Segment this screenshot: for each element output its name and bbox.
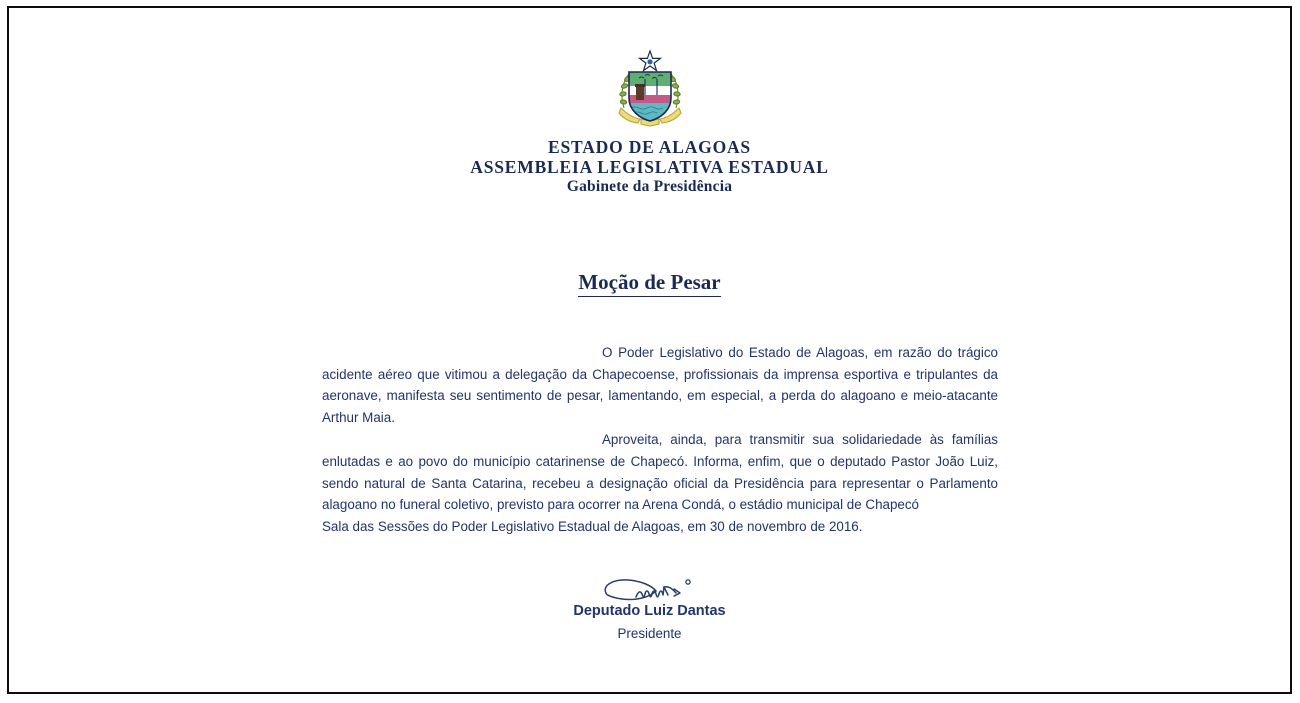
- signer-name: Deputado Luiz Dantas: [573, 603, 726, 619]
- letterhead: [9, 48, 1290, 197]
- letterhead-line-assembly: ASSEMBLEIA LEGISLATIVA ESTADUAL: [470, 156, 829, 177]
- signer-role: Presidente: [617, 626, 682, 641]
- body-closing-line: Sala das Sessões do Poder Legislativo Estadual de Alagoas, em 30 de novembro de 2016.: [322, 518, 863, 534]
- signature-block: [9, 574, 1290, 644]
- document-title-text: Moção de Pesar: [578, 270, 720, 297]
- document-title: [9, 270, 1290, 295]
- letterhead-line-office: Gabinete da Presidência: [566, 178, 733, 196]
- document-body: [322, 342, 998, 537]
- document-page-frame: [7, 6, 1292, 694]
- coat-of-arms-icon: [607, 48, 693, 132]
- letterhead-line-state: ESTADO DE ALAGOAS: [548, 137, 751, 157]
- body-paragraph-1: O Poder Legislativo do Estado de Alagoas, em razão do trágico acidente aéreo que vitimou a delegação da Chapecoense, profissionais da imprensa esportiva e tripulantes da aeronave, manifesta seu sentimento de pesar, lamentando, em especial, a perda do alagoano e meio-atacante Arthur Maia.: [322, 345, 998, 425]
- body-paragraph-2: Aproveita, ainda, para transmitir sua solidariedade às famílias enlutadas e ao povo do município catarinense de Chapecó. Informa, enfim, que o deputado Pastor João Luiz, sendo natural de Santa Catarina, recebeu a designação oficial da Presidência para representar o Parlamento alagoano no funeral coletivo, previsto para ocorrer na Arena Condá, o estádio municipal de Chapecó: [322, 432, 998, 513]
